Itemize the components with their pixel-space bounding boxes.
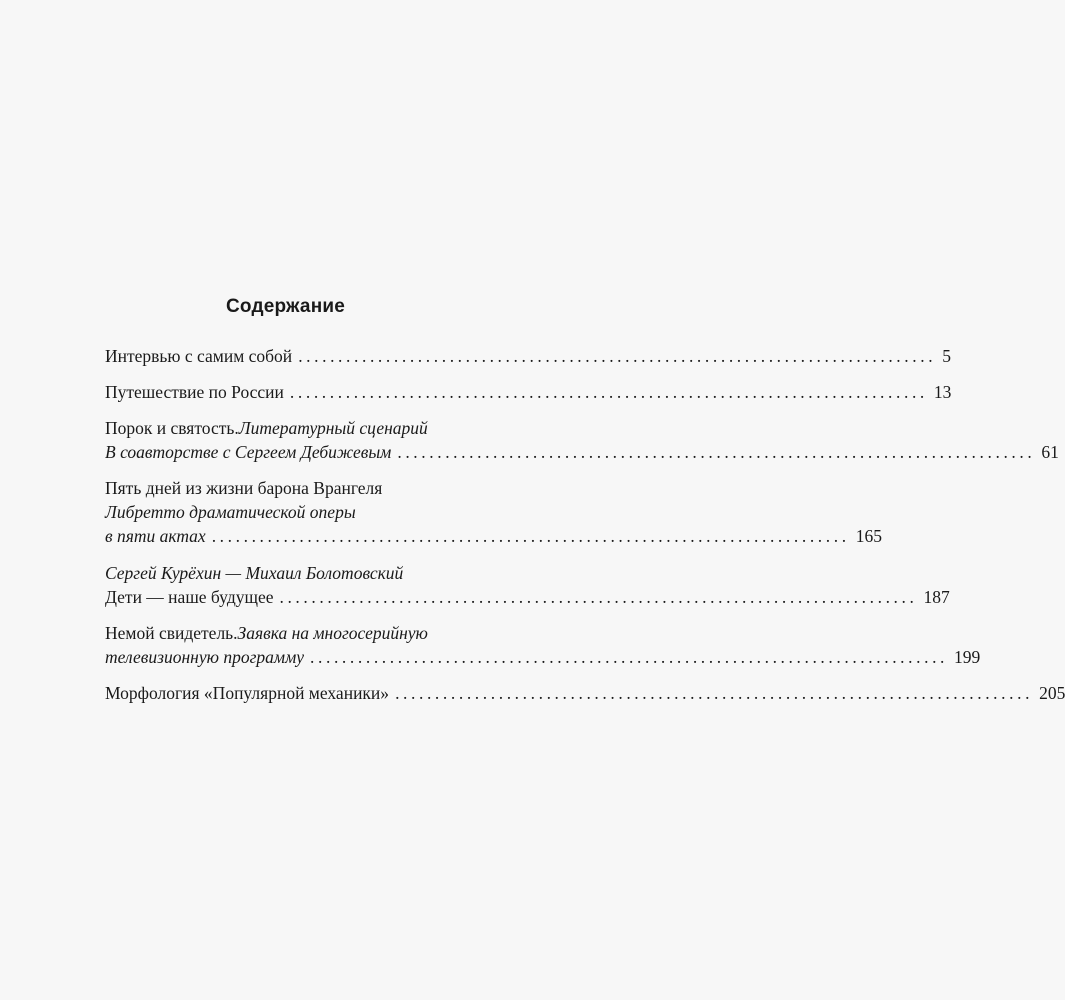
toc-page-number: 165 [855,526,882,546]
toc-page-number: 5 [942,346,951,366]
toc-entry-text: Дети — наше будущее [105,587,274,607]
toc-leader-dots: ................................................................................ [397,442,1036,462]
toc-entry-text: Либретто драматической оперы [105,502,356,522]
toc-entry-line [105,524,882,548]
toc-entry-line [105,476,498,500]
toc-leader-dots: ................................................................................ [395,683,1034,703]
toc-heading: Содержание [225,296,346,317]
toc-entry [105,561,950,609]
toc-leader-dots: ................................................................................ [298,346,937,366]
toc-entry-text: Интервью с самим собой [105,346,293,366]
toc-entry-text: в пяти актах [105,526,206,546]
toc-page-number: 61 [1041,442,1059,462]
toc-entry-text: телевизионную программу [105,647,305,667]
toc-entry-line [105,380,952,404]
toc-entry-text: Пять дней из жизни барона Врангеля [105,478,383,498]
toc-entry [105,380,952,404]
toc-entry [105,476,882,548]
toc-leader-dots: ................................................................................ [310,647,949,667]
toc-entry [105,344,951,368]
toc-page-number: 199 [954,647,981,667]
toc-entry-text: Заявка на многосерийную [237,623,428,643]
toc-entry-line [105,681,1065,705]
toc-entry-text: Порок и святость. [105,418,239,438]
toc-page-number: 205 [1039,683,1065,703]
toc-entry-text: В соавторстве с Сергеем Дебижевым [105,442,392,462]
toc-leader-dots: ................................................................................ [289,382,928,402]
toc-entry [105,621,981,669]
toc-entry-line [105,645,981,669]
toc-entry-text: Литературный сценарий [238,418,428,438]
toc-entry-line [105,416,498,440]
toc-page-number: 187 [923,587,950,607]
toc-page-number: 13 [933,382,952,402]
toc-entry-line [105,440,1059,464]
toc-entry-line [105,621,498,645]
toc-entry-text: Сергей Курёхин — Михаил Болотовский [105,563,404,583]
toc-entry-text: Немой свидетель. [105,623,238,643]
toc-leader-dots: ................................................................................ [211,526,850,546]
toc-entry-line [105,585,950,609]
toc-entry [105,681,1065,705]
toc-entry-line [105,561,498,585]
toc-entry-line [105,344,951,368]
table-of-contents [105,344,1065,705]
toc-entry [105,416,1059,464]
toc-entry-text: Морфология «Популярной механики» [105,683,390,703]
toc-leader-dots: ................................................................................ [279,587,918,607]
toc-entry-text: Путешествие по России [105,382,284,402]
toc-entry-line [105,500,498,524]
